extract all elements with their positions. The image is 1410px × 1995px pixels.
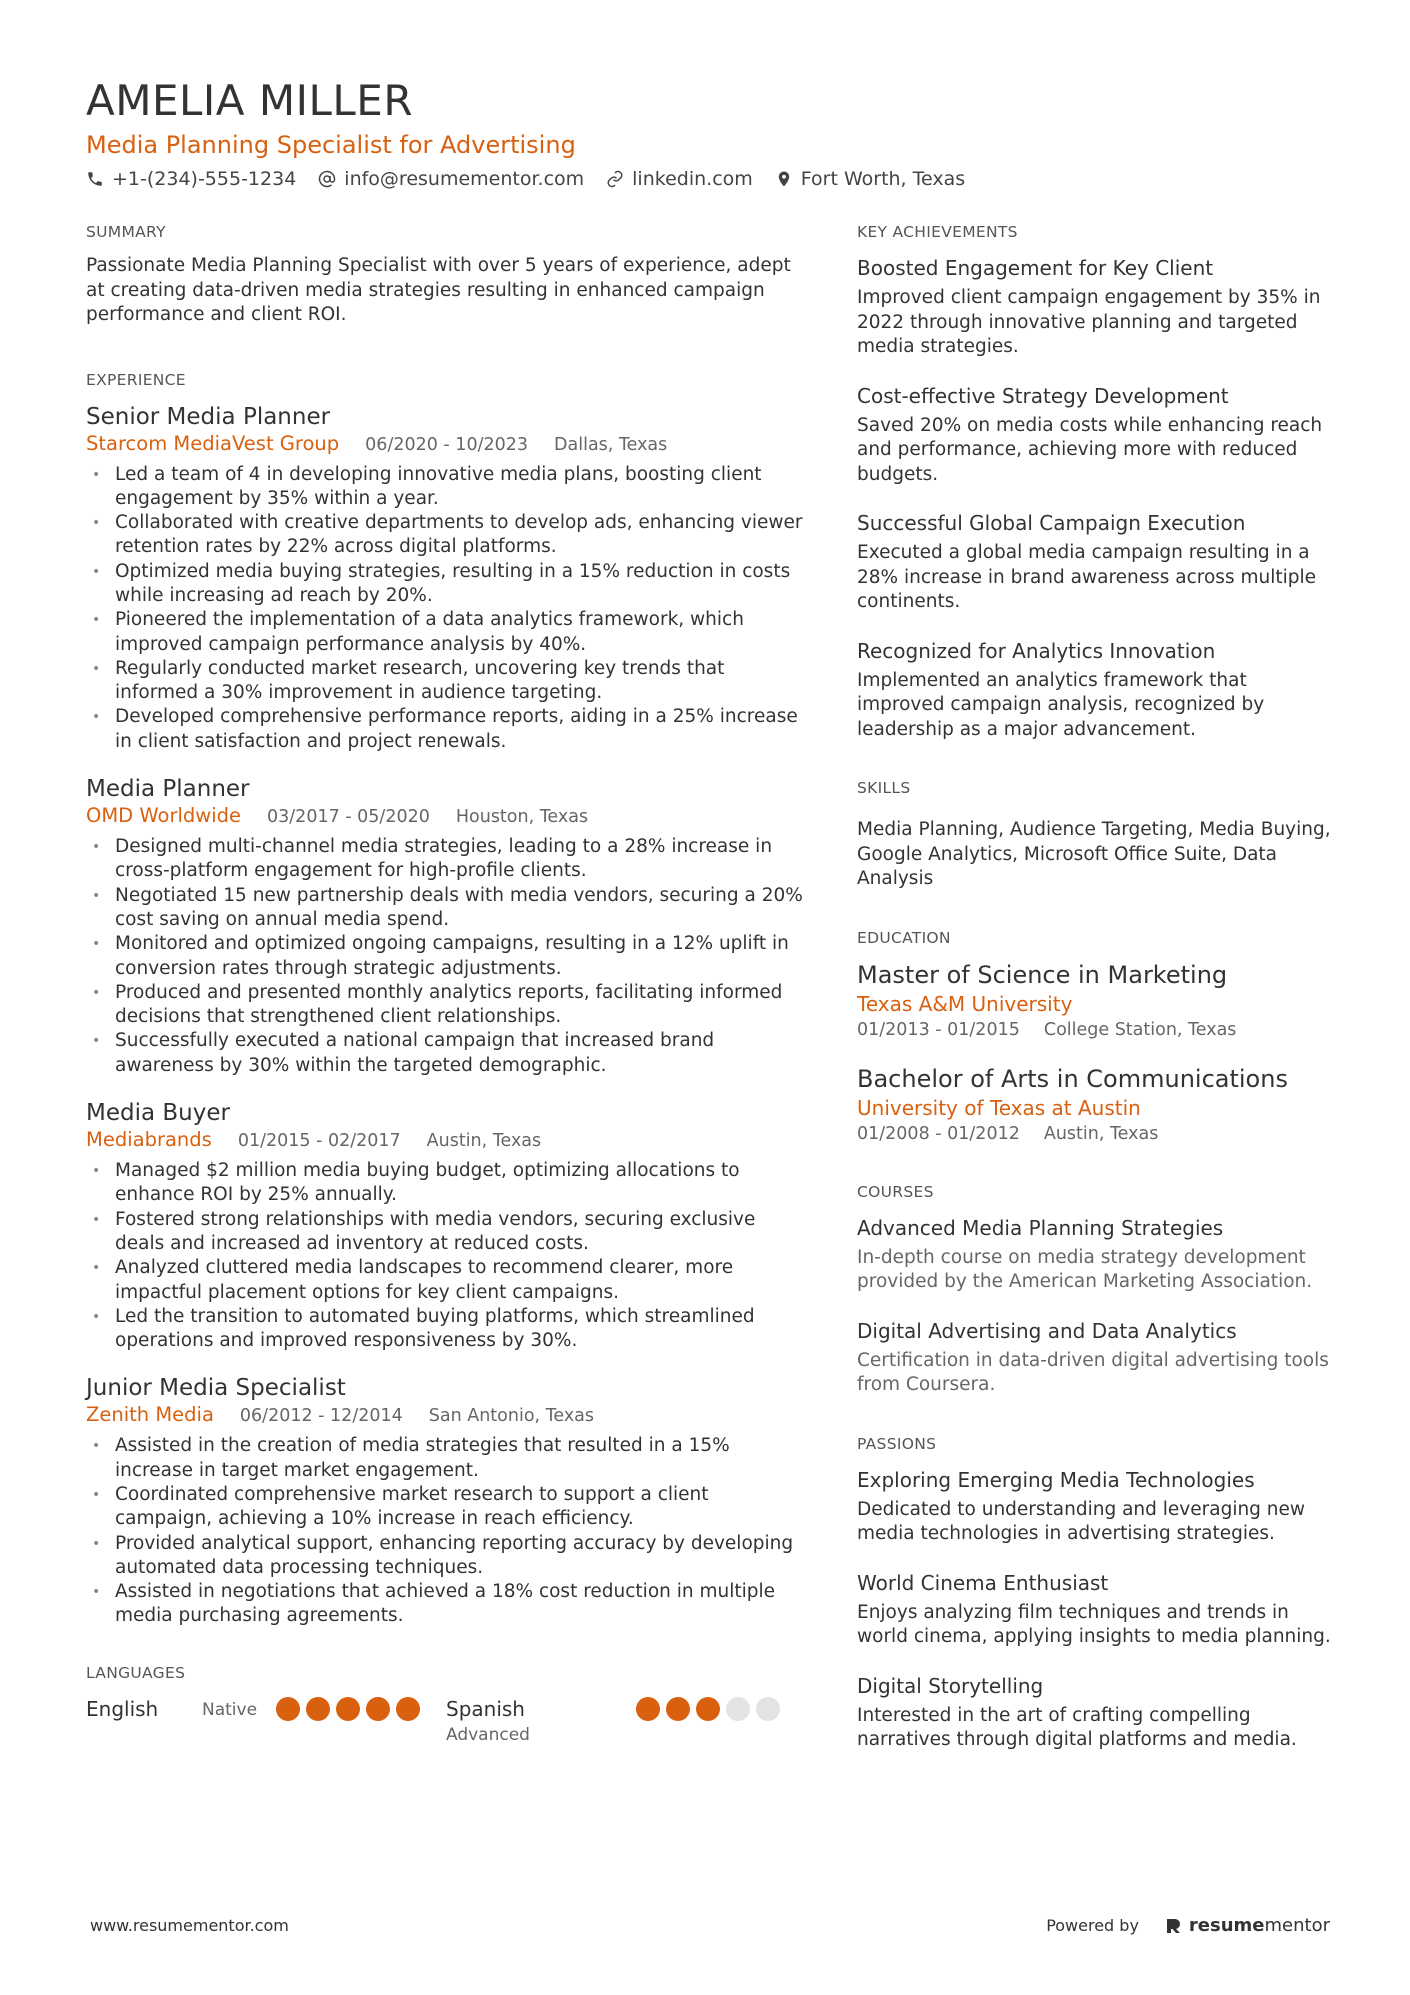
link-icon [606,170,624,188]
passion-item [857,1569,1337,1650]
bullet-text: Analyzed cluttered media landscapes to recommend clearer, more impactful placement options for key client campaigns. [115,1257,734,1303]
bullet-dot: • [92,1033,101,1050]
languages-section [86,1663,806,1747]
job-location: San Antonio, Texas [428,1406,595,1427]
phone-text: +1-(234)-555-1234 [112,168,297,190]
rating-dot-empty [726,1697,750,1721]
language-name: Spanish [446,1696,525,1721]
bullet-item [86,705,806,754]
summary-section [86,222,806,328]
job-meta [86,1403,806,1428]
education-item [857,960,1337,1042]
achievement-title: Cost-effective Strategy Development [857,383,1229,408]
passion-title: Exploring Emerging Media Technologies [857,1467,1255,1492]
bullet-item [86,1256,806,1305]
bullet-item [86,932,806,981]
job-entry [86,774,806,1078]
bullet-item [86,1580,806,1629]
job-meta [86,432,806,457]
bullet-dot: • [92,612,101,629]
rating-dot-filled [636,1697,660,1721]
bullet-text: Assisted in negotiations that achieved a 18% cost reduction in multiple media purchasing agreements. [115,1581,776,1627]
job-entry [86,402,806,755]
page-footer [90,1915,1330,1936]
bullet-text: Assisted in the creation of media strategies that resulted in a 15% increase in target market engagement. [115,1435,730,1481]
bullet-dot: • [92,660,101,677]
language-label-group [446,1695,636,1747]
rating-dot-empty [756,1697,780,1721]
language-spanish [446,1695,806,1747]
rating-dot-filled [666,1697,690,1721]
bullet-dot: • [92,839,101,856]
job-bullets [86,463,806,755]
education-school: Texas A&M University [857,991,1073,1016]
achievement-text: Implemented an analytics framework that improved campaign analysis, recognized by leadership as a major advancement. [857,669,1265,740]
job-dates: 03/2017 - 05/2020 [267,807,430,828]
achievement-text: Improved client campaign engagement by 35% in 2022 through innovative planning and targeted media strategies. [857,287,1321,357]
education-dates: 01/2008 - 01/2012 [857,1123,1020,1144]
achievement-title: Successful Global Campaign Execution [857,511,1246,535]
footer-website[interactable]: www.resumementor.com [90,1916,289,1935]
courses-heading: COURSES [857,1182,934,1201]
bullet-text: Led the transition to automated buying platforms, which streamlined operations and improved responsiveness by 30%. [115,1305,755,1352]
bullet-item [86,835,806,884]
education-heading: EDUCATION [857,928,951,947]
achievement-item [857,637,1337,743]
job-location: Dallas, Texas [554,434,668,455]
contact-phone [86,166,296,192]
education-degree: Bachelor of Arts in Communications [857,1064,1288,1093]
passion-item [857,1672,1337,1753]
achievement-title: Recognized for Analytics Innovation [857,638,1216,663]
education-meta [857,1122,1337,1146]
achievement-text: Executed a global media campaign resulting in a 28% increase in brand awareness across multiple continents. [857,542,1317,612]
bullet-item [86,608,806,657]
bullet-text: Managed $2 million media buying budget, optimizing allocations to enhance ROI by 25% annually. [115,1160,740,1206]
passions-heading: PASSIONS [857,1434,937,1453]
skills-section [857,778,1337,892]
contact-bar [86,166,1326,192]
linkedin-text: linkedin.com [632,168,753,190]
bullet-dot: • [92,1487,101,1503]
achievements-heading: KEY ACHIEVEMENTS [857,223,1018,241]
resume-header [86,76,1326,192]
education-item [857,1064,1337,1146]
left-column [86,222,806,1747]
language-english [86,1695,446,1723]
contact-location [775,166,965,192]
experience-section [86,370,806,1629]
map-pin-icon [775,170,793,188]
skills-text: Media Planning, Audience Targeting, Media Buying, Google Analytics, Microsoft Office Suite, Data Analysis [857,819,1331,889]
passion-title: World Cinema Enthusiast [857,1570,1109,1595]
rating-dot-filled [276,1697,300,1721]
passion-text: Dedicated to understanding and leveraging new media technologies in advertising strategies. [857,1498,1306,1544]
bullet-text: Monitored and optimized ongoing campaigns, resulting in a 12% uplift in conversion rates through strategic adjustments. [115,933,789,979]
email-text: info@resumementor.com [344,168,585,190]
bullet-item [86,1029,806,1078]
education-location: Austin, Texas [1043,1123,1159,1144]
achievement-item [857,509,1337,615]
job-company: Starcom MediaVest Group [86,431,340,455]
bullet-item [86,463,806,512]
job-location: Houston, Texas [455,807,589,828]
languages-row [86,1695,806,1747]
bullet-item [86,1434,806,1483]
bullet-text: Successfully executed a national campaign that increased brand awareness by 30% within the targeted demographic. [115,1030,715,1076]
job-bullets [86,1434,806,1628]
bullet-dot: • [92,1535,101,1552]
job-company: OMD Worldwide [86,804,242,828]
job-title: Junior Media Specialist [86,1375,346,1402]
candidate-name: AMELIA MILLER [86,76,414,125]
language-level: Native [202,1699,258,1720]
education-school: University of Texas at Austin [857,1095,1141,1120]
bullet-text: Fostered strong relationships with media vendors, securing exclusive deals and increased ad inventory at reduced costs. [115,1208,756,1254]
course-title: Advanced Media Planning Strategies [857,1215,1224,1240]
at-sign-icon [318,170,336,188]
bullet-dot: • [92,1260,101,1277]
contact-email[interactable] [318,166,584,192]
brand-logo[interactable] [1165,1915,1330,1936]
language-name: English [86,1696,159,1721]
powered-by-label: Powered by [1046,1916,1139,1935]
bullet-dot: • [92,1211,101,1228]
job-location: Austin, Texas [426,1131,542,1152]
bullet-item [86,560,806,609]
bullet-dot: • [92,1584,101,1601]
bullet-dot: • [92,466,101,483]
achievement-item [857,254,1337,360]
bullet-item [86,657,806,706]
bullet-item [86,1483,806,1532]
rating-dot-filled [336,1697,360,1721]
achievement-text: Saved 20% on media costs while enhancing reach and performance, achieving more with reduced budgets. [857,414,1323,485]
bullet-text: Regularly conducted market research, uncovering key trends that informed a 30% improvement in audience targeting. [115,657,725,704]
brand-rest: mentor [1264,1915,1330,1936]
bullet-dot: • [92,709,101,726]
bullet-item [86,1208,806,1257]
language-level: Advanced [446,1724,530,1745]
course-title: Digital Advertising and Data Analytics [857,1318,1237,1343]
course-text: Certification in data-driven digital advertising tools from Coursera. [857,1349,1329,1395]
bullet-item [86,981,806,1030]
job-dates: 01/2015 - 02/2017 [237,1131,401,1152]
bullet-text: Pioneered the implementation of a data analytics framework, which improved campaign performance analysis by 40%. [115,609,744,655]
course-text: In-depth course on media strategy development provided by the American Marketing Association. [857,1246,1313,1292]
course-item [857,1317,1337,1398]
language-rating [636,1695,780,1721]
job-dates: 06/2012 - 12/2014 [239,1406,403,1427]
bullet-item [86,884,806,933]
job-title: Media Buyer [86,1100,230,1127]
bullet-text: Coordinated comprehensive market research to support a client campaign, achieving a 10% increase in reach efficiency. [115,1484,709,1530]
bullet-dot: • [92,887,101,904]
bullet-text: Designed multi-channel media strategies, leading to a 28% increase in cross-platform engagement for high-profile clients. [115,836,773,882]
job-bullets [86,835,806,1078]
bullet-text: Developed comprehensive performance reports, aiding in a 25% increase in client satisfaction and project renewals. [115,706,798,752]
rating-dot-filled [366,1697,390,1721]
brand-bold: resume [1188,1915,1265,1936]
passion-title: Digital Storytelling [857,1673,1044,1698]
bullet-text: Negotiated 15 new partnership deals with media vendors, securing a 20% cost saving on annual media spend. [115,884,803,930]
bullet-dot: • [92,1308,101,1325]
achievement-item [857,382,1337,488]
bullet-dot: • [92,984,101,1001]
skills-heading: SKILLS [857,779,911,797]
job-company: Zenith Media [86,1403,214,1427]
bullet-item [86,1532,806,1581]
achievements-section [857,222,1337,742]
rating-dot-filled [396,1697,420,1721]
bullet-item [86,1305,806,1354]
job-title: Senior Media Planner [86,403,331,430]
education-meta [857,1018,1337,1042]
passion-text: Interested in the art of crafting compelling narratives through digital platforms and media. [857,1704,1297,1750]
rating-dot-filled [696,1697,720,1721]
bullet-text: Led a team of 4 in developing innovative media plans, boosting client engagement by 35% within a year. [115,463,762,509]
achievement-title: Boosted Engagement for Key Client [857,256,1214,280]
education-dates: 01/2013 - 01/2015 [857,1019,1020,1040]
brand-text [1189,1915,1330,1936]
passions-section [857,1434,1337,1753]
education-degree: Master of Science in Marketing [857,960,1228,989]
powered-by [1046,1915,1330,1936]
rating-dot-filled [306,1697,330,1721]
summary-heading: SUMMARY [86,223,166,241]
education-section [857,928,1337,1146]
phone-icon [86,170,104,188]
courses-section [857,1182,1337,1398]
candidate-title: Media Planning Specialist for Advertising [86,131,576,159]
job-meta [86,804,806,829]
education-location: College Station, Texas [1043,1019,1237,1040]
location-text: Fort Worth, Texas [800,168,966,190]
brand-mark-icon [1165,1917,1183,1935]
right-column [857,222,1337,1789]
summary-text: Passionate Media Planning Specialist with over 5 years of experience, adept at creating data-driven media strategies resulting in enhanced campaign performance and client ROI. [86,255,791,325]
job-company: Mediabrands [86,1128,212,1152]
job-meta [86,1128,806,1153]
passion-text: Enjoys analyzing film techniques and trends in world cinema, applying insights to media planning. [857,1601,1331,1647]
job-bullets [86,1159,806,1353]
job-dates: 06/2020 - 10/2023 [365,434,529,455]
contact-linkedin[interactable] [606,166,753,192]
bullet-text: Provided analytical support, enhancing reporting accuracy by developing automated data processing techniques. [115,1532,794,1578]
bullet-dot: • [92,563,101,580]
job-entry [86,1373,806,1628]
languages-heading: LANGUAGES [86,1663,186,1682]
bullet-dot: • [92,1163,101,1180]
course-item [857,1214,1337,1295]
bullet-item [86,1159,806,1208]
bullet-item [86,511,806,560]
bullet-dot: • [92,1438,101,1455]
bullet-text: Optimized media buying strategies, resulting in a 15% reduction in costs while increasing ad reach by 20%. [115,560,791,606]
language-rating [276,1695,420,1721]
job-entry [86,1098,806,1353]
job-title: Media Planner [86,776,250,803]
bullet-text: Produced and presented monthly analytics reports, facilitating informed decisions that strengthened client relationships. [115,981,783,1028]
bullet-dot: • [92,515,101,532]
experience-heading: EXPERIENCE [86,370,186,389]
bullet-dot: • [92,936,101,953]
passion-item [857,1466,1337,1547]
bullet-text: Collaborated with creative departments to develop ads, enhancing viewer retention rates by 22% across digital platforms. [115,512,803,558]
